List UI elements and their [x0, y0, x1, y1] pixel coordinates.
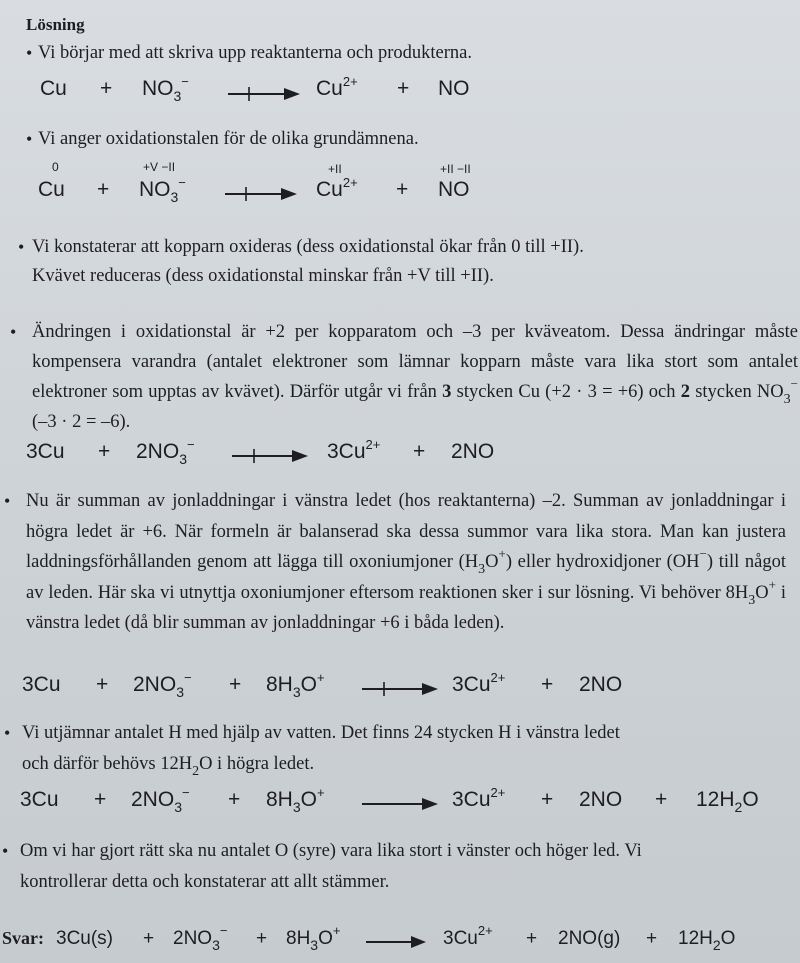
step-5-text: O — [755, 582, 769, 603]
superscript: − — [790, 376, 798, 391]
eq2-plus-2: + — [396, 178, 409, 201]
answer-equation — [0, 923, 800, 958]
step-4-text: stycken NO — [689, 382, 784, 402]
equation-4 — [0, 670, 800, 703]
step-6-line-2: och därför behövs $12H_2O$ i högra ledet. — [22, 754, 315, 779]
answer-plus: + — [143, 928, 155, 949]
step-4-number: 2 — [680, 382, 690, 402]
eq4-plus: + — [96, 673, 109, 696]
eq5-copper-ion: $3Cu^{2+}$ — [452, 785, 506, 811]
subscript: 3 — [748, 592, 756, 608]
step-1 — [26, 39, 790, 68]
answer-plus-2: + — [256, 928, 268, 949]
eq5-plus-2: + — [228, 788, 241, 811]
step-3-line-1: Vi konstaterar att kopparn oxideras (dess oxidationstal ökar från 0 till +II). — [32, 237, 584, 257]
subscript: 3 — [478, 562, 486, 577]
reaction-arrow-icon — [362, 682, 438, 696]
eq4-plus-2: + — [229, 673, 242, 696]
eq3-cu: 3Cu — [26, 440, 65, 463]
answer-copper-ion: $3Cu^{2+}$ — [443, 923, 493, 949]
eq5-plus: + — [94, 788, 107, 811]
eq4-cu: 3Cu — [22, 673, 61, 696]
step-5-text: i vänstra ledet (då blir summan av jonladdningar +6 i båda leden). — [26, 582, 786, 633]
ox-no3: +V −II — [143, 160, 176, 174]
step-2 — [26, 125, 790, 154]
eq3-no: 2NO — [451, 440, 495, 463]
eq5-plus-3: + — [541, 788, 554, 811]
bullet: • — [4, 723, 11, 743]
eq3-copper-ion: $3Cu^{2+}$ — [327, 437, 381, 463]
superscript: + — [498, 546, 506, 561]
step-6-line-1: Vi utjämnar antalet H med hjälp av vatten. Det finns 24 stycken H i vänstra ledet — [22, 723, 620, 743]
step-4-text: Ändringen i oxidationstal är +2 per kopparatom och –3 per kväveatom. Dessa ändringar måste kompensera varandra (antalet elektroner som lämnar kopparn måste vara lika stort som antalet elektroner som upptas av kvävet). Därför utgår vi från — [32, 322, 798, 402]
eq3-nitrate: $2NO_3^-$ — [136, 437, 195, 467]
step-4-text: stycken Cu (+2 · 3 = +6) och — [451, 382, 681, 402]
answer-water: $12H_2O$ — [678, 928, 736, 953]
eq3-plus-2: + — [413, 440, 426, 463]
step-7-line-2: kontrollerar detta och konstaterar att allt stämmer. — [20, 872, 390, 892]
answer-no: 2NO(g) — [558, 928, 621, 949]
eq4-copper-ion: $3Cu^{2+}$ — [452, 670, 506, 696]
eq2-plus: + — [97, 178, 110, 201]
superscript: − — [699, 546, 707, 561]
answer-plus-3: + — [526, 928, 538, 949]
eq2-cu: Cu — [38, 178, 65, 201]
answer-plus-4: + — [646, 928, 658, 949]
equation-3 — [0, 437, 800, 470]
answer-nitrate: $2NO_3^-$ — [173, 923, 228, 953]
ox-no: +II −II — [440, 162, 471, 176]
eq1-cu: Cu — [40, 77, 67, 100]
eq1-plus-2: + — [397, 77, 410, 100]
eq5-plus-4: + — [655, 788, 668, 811]
reaction-arrow-icon — [225, 187, 297, 201]
superscript: + — [768, 576, 776, 592]
step-5-text: ) till något av leden. Här ska vi utnyttja oxoniumjoner eftersom reaktionen sker i sur lösning. Vi behöver 8H — [26, 552, 787, 603]
reaction-arrow-icon — [362, 797, 438, 811]
step-4 — [10, 317, 798, 437]
eq4-oxonium: $8H_3O^+$ — [266, 670, 325, 700]
step-2-text: Vi anger oxidationstalen för de olika grundämnena. — [38, 129, 419, 149]
equation-1 — [0, 74, 800, 107]
reaction-arrow-icon — [228, 87, 300, 101]
eq1-copper-ion: $Cu^{2+}$ — [316, 74, 358, 100]
step-5-text: ) eller hydroxidjoner (OH — [505, 552, 700, 572]
bullet: • — [10, 322, 17, 342]
eq5-oxonium: $8H_3O^+$ — [266, 785, 325, 815]
eq4-plus-3: + — [541, 673, 554, 696]
heading: Lösning — [26, 15, 85, 34]
bullet: • — [2, 841, 9, 861]
subscript: 3 — [783, 392, 791, 407]
answer-label: Svar: — [2, 928, 44, 948]
equation-5 — [0, 785, 800, 818]
bullet: • — [26, 129, 33, 149]
eq2-copper-ion: $Cu^{2+}$ — [316, 175, 358, 201]
bullet: • — [18, 237, 25, 257]
eq1-no: NO — [438, 77, 470, 100]
eq1-plus: + — [100, 77, 113, 100]
eq2-nitrate: $NO_3^-$ — [139, 175, 186, 205]
ox-cu: 0 — [52, 160, 59, 174]
step-7-line-1: Om vi har gjort rätt ska nu antalet O (syre) vara lika stort i vänster och höger led. Vi — [20, 841, 642, 861]
step-3-line-2: Kvävet reduceras (dess oxidationstal minskar från +V till +II). — [32, 266, 494, 286]
step-5-text: O — [485, 552, 499, 572]
eq5-nitrate: $2NO_3^-$ — [131, 785, 190, 815]
eq4-nitrate: $2NO_3^-$ — [133, 670, 192, 700]
step-3 — [18, 233, 790, 291]
reaction-arrow-icon — [366, 935, 426, 949]
step-7 — [2, 836, 795, 898]
step-1-text: Vi börjar med att skriva upp reaktanterna och produkterna. — [38, 43, 472, 63]
bullet: • — [4, 491, 11, 511]
eq5-water: $12H_2O$ — [696, 788, 759, 815]
eq5-no: 2NO — [579, 788, 623, 811]
eq1-nitrate: $NO_3^-$ — [142, 74, 189, 104]
eq2-no: NO — [438, 178, 470, 201]
step-4-number: 3 — [442, 382, 452, 402]
ox-cu2: +II — [328, 162, 342, 176]
step-6 — [4, 718, 792, 780]
bullet: • — [26, 43, 33, 63]
reaction-arrow-icon — [232, 449, 308, 463]
eq4-no: 2NO — [579, 673, 623, 696]
equation-2 — [0, 175, 800, 208]
answer-oxonium: $8H_3O^+$ — [286, 923, 341, 953]
step-4-text: (–3 · 2 = –6). — [32, 412, 131, 432]
eq5-cu: 3Cu — [20, 788, 59, 811]
step-5 — [4, 486, 787, 639]
step-5-text: Nu är summan av jonladdningar i vänstra ledet (hos reaktanterna) –2. Summan av jonladdningar i högra ledet är +6. När formeln är balanserad ska dessa summor vara lika stora. Man kan justera laddningsförhållanden genom att lägga till oxoniumjoner (H — [26, 491, 786, 572]
eq3-plus: + — [98, 440, 111, 463]
answer-cu: 3Cu(s) — [56, 928, 114, 949]
